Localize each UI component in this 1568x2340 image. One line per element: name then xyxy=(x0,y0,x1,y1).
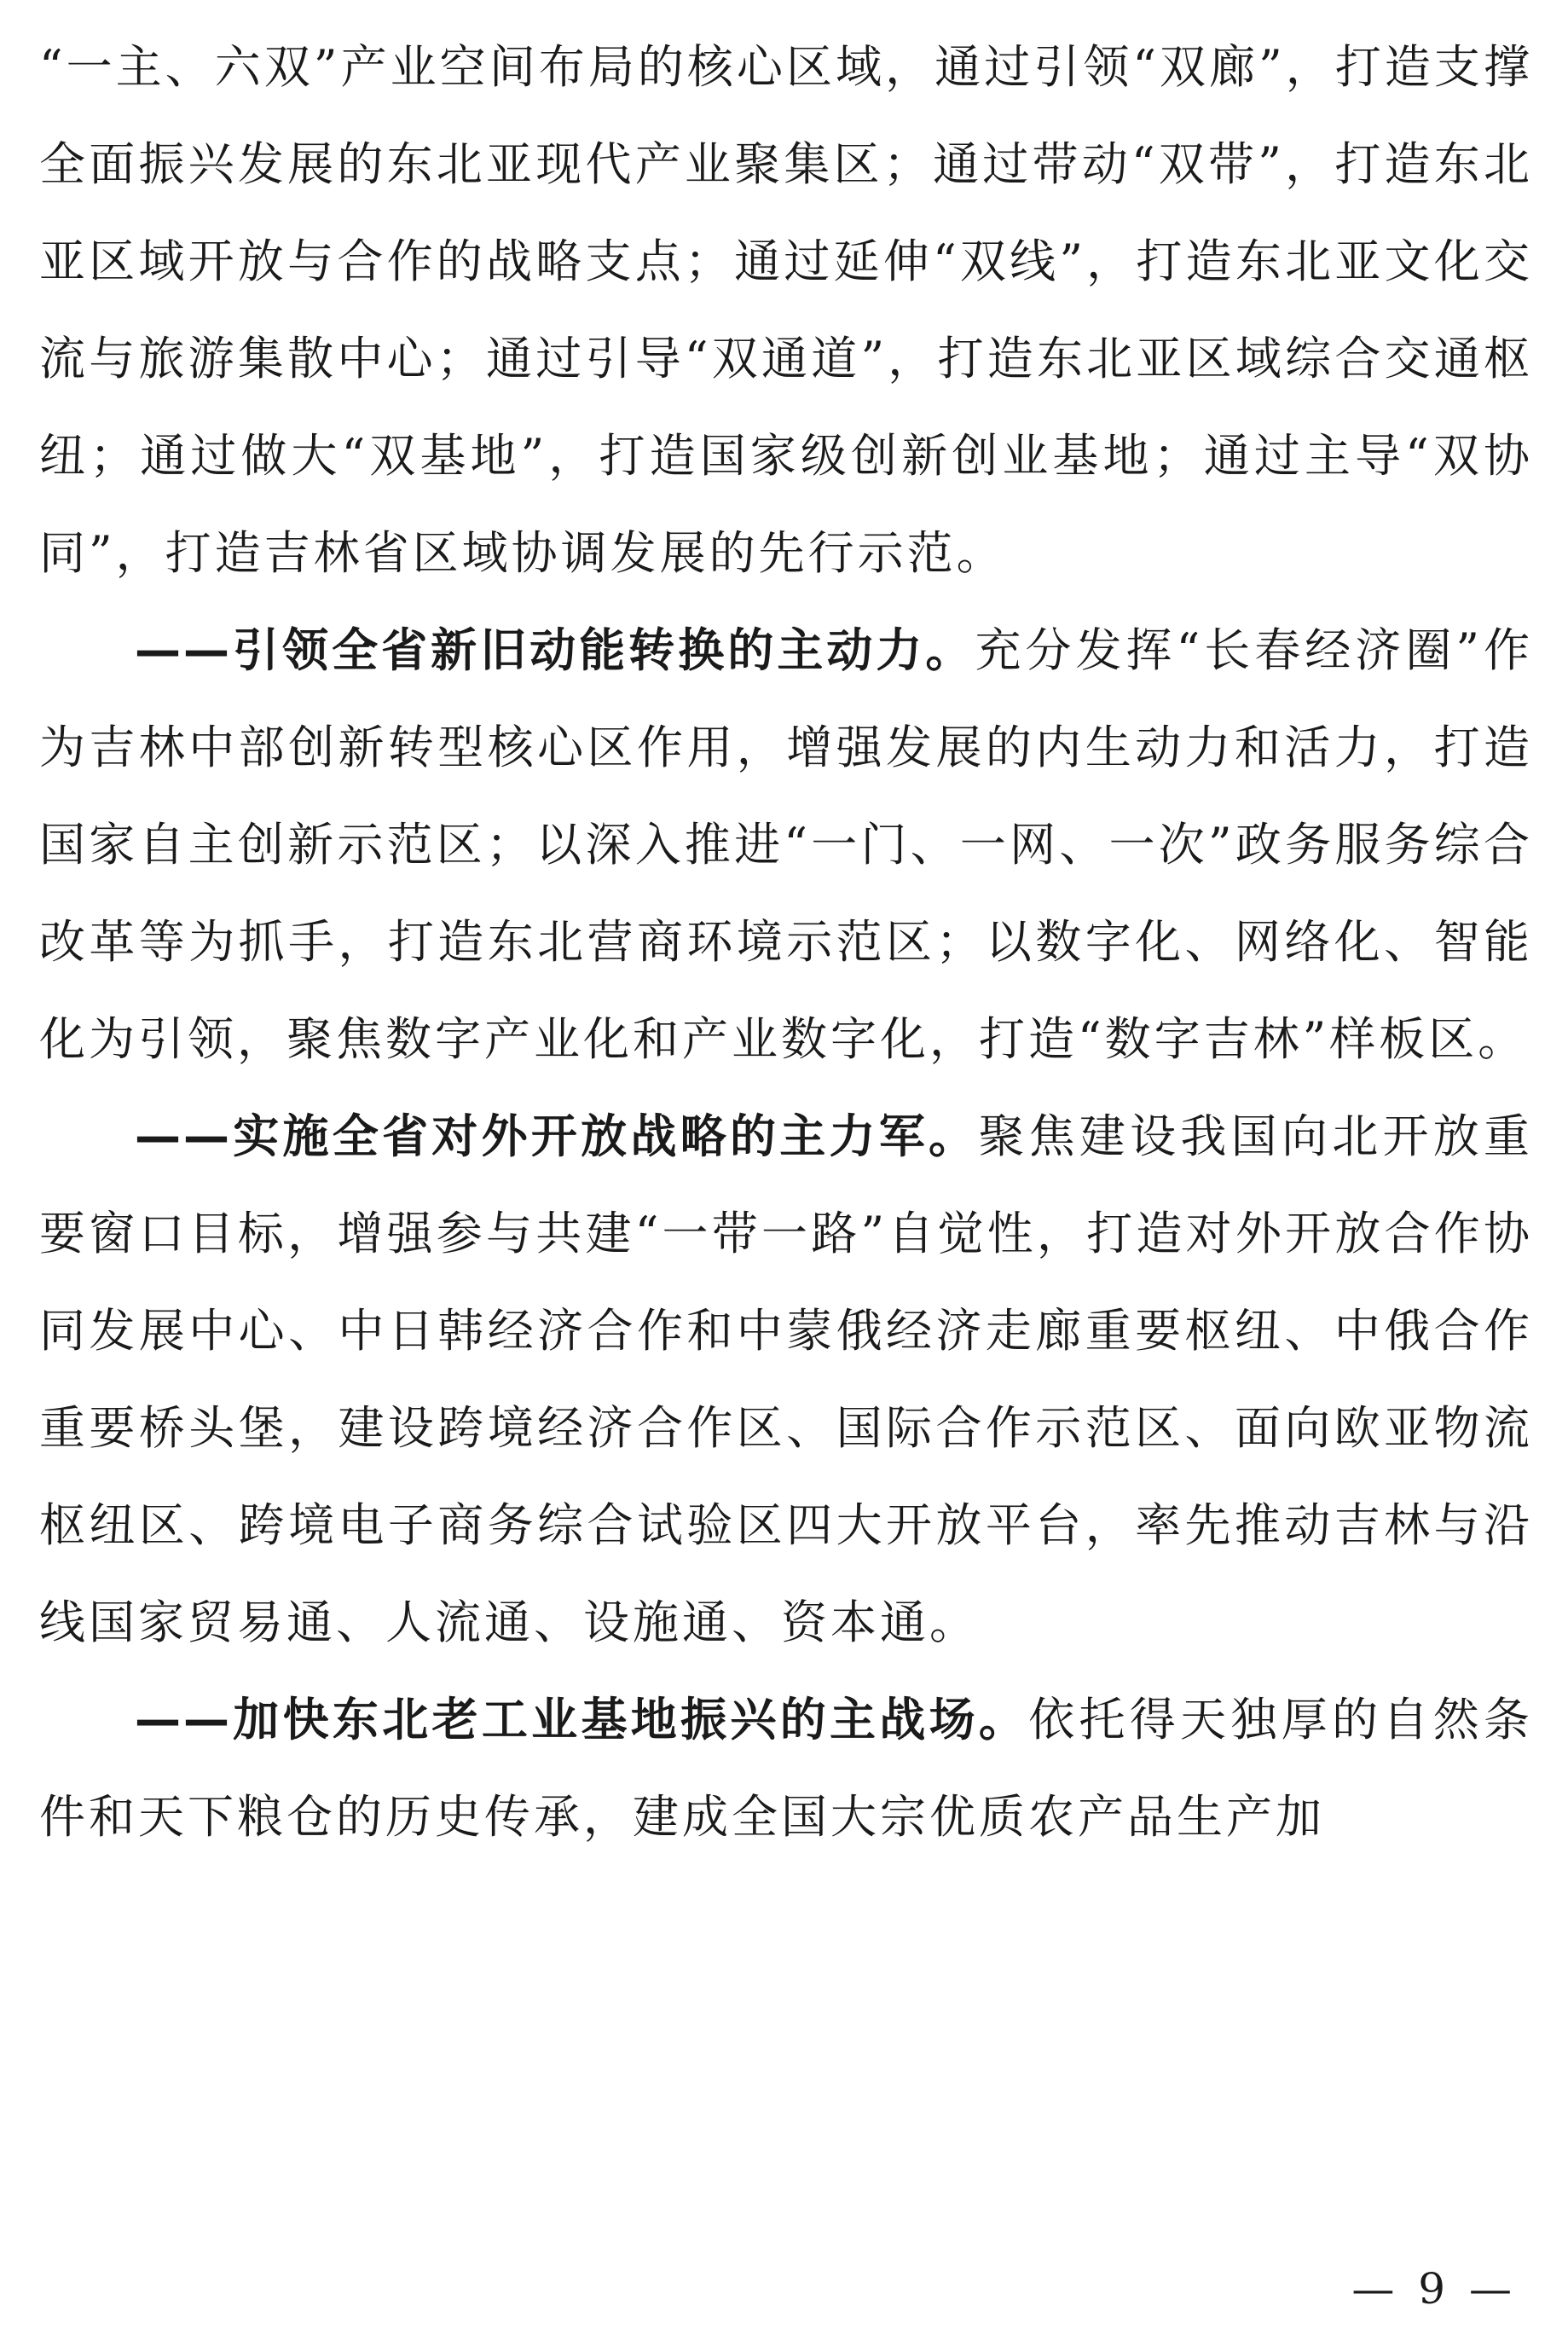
paragraph-3-heading: ——实施全省对外开放战略的主力军。 xyxy=(135,1109,979,1163)
paragraph-4 xyxy=(39,1671,1533,1866)
paragraph-2-text: 充分发挥“长春经济圈”作为吉林中部创新转型核心区作用，增强发展的内生动力和活力，打造国家自主创新示范区；以深入推进“一门、一网、一次”政务服务综合改革等为抓手，打造东北营商环境示范区；以数字化、网络化、智能化为引领，聚焦数字产业化和产业数字化，打造“数字吉林”样板区。 xyxy=(39,623,1533,1066)
paragraph-2 xyxy=(39,602,1533,1088)
paragraph-3-text: 聚焦建设我国向北开放重要窗口目标，增强参与共建“一带一路”自觉性，打造对外开放合作协同发展中心、中日韩经济合作和中蒙俄经济走廊重要枢纽、中俄合作重要桥头堡，建设跨境经济合作区、国际合作示范区、面向欧亚物流枢纽区、跨境电子商务综合试验区四大开放平台，率先推动吉林与沿线国家贸易通、人流通、设施通、资本通。 xyxy=(39,1109,1534,1649)
paragraph-1 xyxy=(39,19,1533,602)
paragraph-1-text: “一主、六双”产业空间布局的核心区域，通过引领“双廊”，打造支撑全面振兴发展的东北亚现代产业聚集区；通过带动“双带”，打造东北亚区域开放与合作的战略支点；通过延伸“双线”，打造东北亚文化交流与旅游集散中心；通过引导“双通道”，打造东北亚区域综合交通枢纽；通过做大“双基地”，打造国家级创新创业基地；通过主导“双协同”，打造吉林省区域协调发展的先行示范。 xyxy=(39,40,1533,580)
paragraph-2-heading: ——引领全省新旧动能转换的主动力。 xyxy=(135,623,975,677)
paragraph-4-text: 依托得天独厚的自然条件和天下粮仓的历史传承，建成全国大宗优质农产品生产加 xyxy=(39,1693,1534,1844)
paragraph-3 xyxy=(39,1088,1533,1671)
paragraph-4-heading: ——加快东北老工业基地振兴的主战场。 xyxy=(135,1693,1029,1746)
page-number: — 9 — xyxy=(1351,2264,1517,2314)
document-body xyxy=(39,19,1533,1866)
